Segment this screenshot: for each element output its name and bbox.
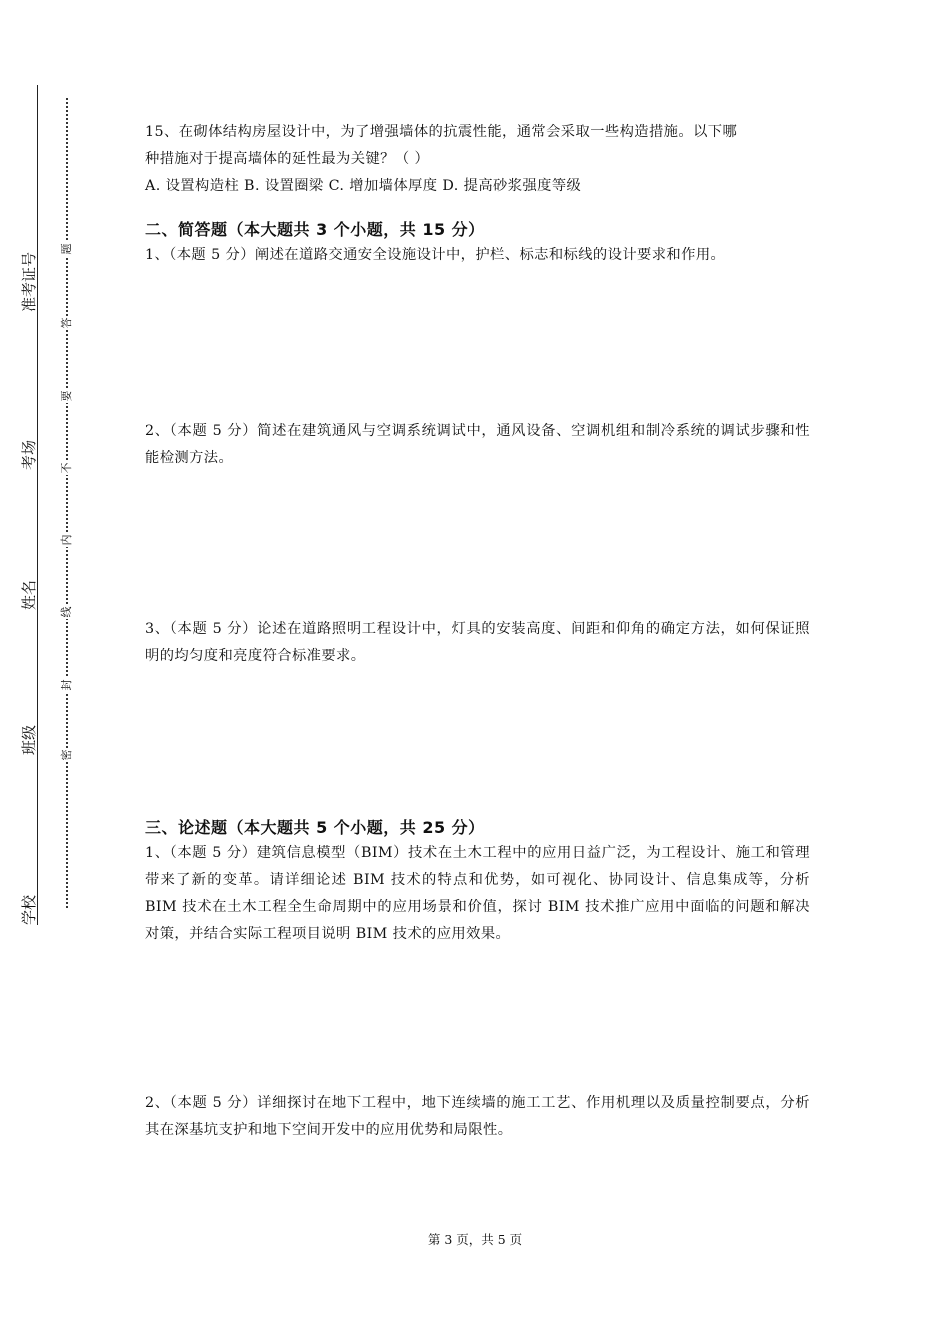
seal-char: 要	[60, 390, 73, 402]
binding-solid-line	[37, 85, 38, 925]
field-room-label: 考场	[20, 439, 38, 470]
seal-char: 题	[60, 243, 73, 255]
field-ticket-label: 准考证号	[20, 251, 38, 312]
short-answer-q1: 1、（本题 5 分）阐述在道路交通安全设施设计中，护栏、标志和标线的设计要求和作用。	[145, 247, 726, 263]
page-footer: 第 3 页，共 5 页	[427, 1232, 523, 1247]
field-class-label: 班级	[20, 724, 38, 755]
field-name-label: 姓名	[20, 579, 38, 610]
short-answer-q3: 3、（本题 5 分）论述在道路照明工程设计中，灯具的安装高度、间距和仰角的确定方法，如何保证照明的均匀度和亮度符合标准要求。	[145, 621, 810, 664]
short-answer-q2: 2、（本题 5 分）简述在建筑通风与空调系统调试中，通风设备、空调机组和制冷系统的调试步骤和性能检测方法。	[145, 423, 810, 466]
field-school-label: 学校	[20, 894, 38, 925]
seal-char: 不	[60, 462, 73, 474]
section-3-heading: 三、论述题（本大题共 5 个小题，共 25 分）	[145, 818, 485, 837]
seal-dotted-line	[66, 98, 68, 908]
q15-line-2: 种措施对于提高墙体的延性最为关键？（ ）	[145, 151, 430, 167]
binding-margin	[0, 0, 110, 1344]
seal-char: 密	[60, 749, 73, 761]
question-15	[145, 119, 810, 200]
q15-line-1: 15、在砌体结构房屋设计中，为了增强墙体的抗震性能，通常会采取一些构造措施。以下哪	[145, 124, 738, 140]
seal-char: 答	[60, 317, 73, 329]
seal-char: 线	[60, 606, 73, 618]
section-2-heading: 二、简答题（本大题共 3 个小题，共 15 分）	[145, 220, 485, 239]
seal-char: 内	[60, 534, 73, 546]
essay-q1: 1、（本题 5 分）建筑信息模型（BIM）技术在土木工程中的应用日益广泛，为工程设计、施工和管理带来了新的变革。请详细论述 BIM 技术的特点和优势，如可视化、协同设计、信息集成等，分析 BIM 技术在土木工程全生命周期中的应用场景和价值，探讨 BIM 技术推广应用中面临的问题和解决对策，并结合实际工程项目说明 BIM 技术的应用效果。	[145, 845, 810, 942]
q15-options: A. 设置构造柱 B. 设置圈梁 C. 增加墙体厚度 D. 提高砂浆强度等级	[145, 178, 582, 194]
essay-q2: 2、（本题 5 分）详细探讨在地下工程中，地下连续墙的施工工艺、作用机理以及质量控制要点，分析其在深基坑支护和地下空间开发中的应用优势和局限性。	[145, 1095, 810, 1138]
seal-char: 封	[60, 679, 73, 691]
